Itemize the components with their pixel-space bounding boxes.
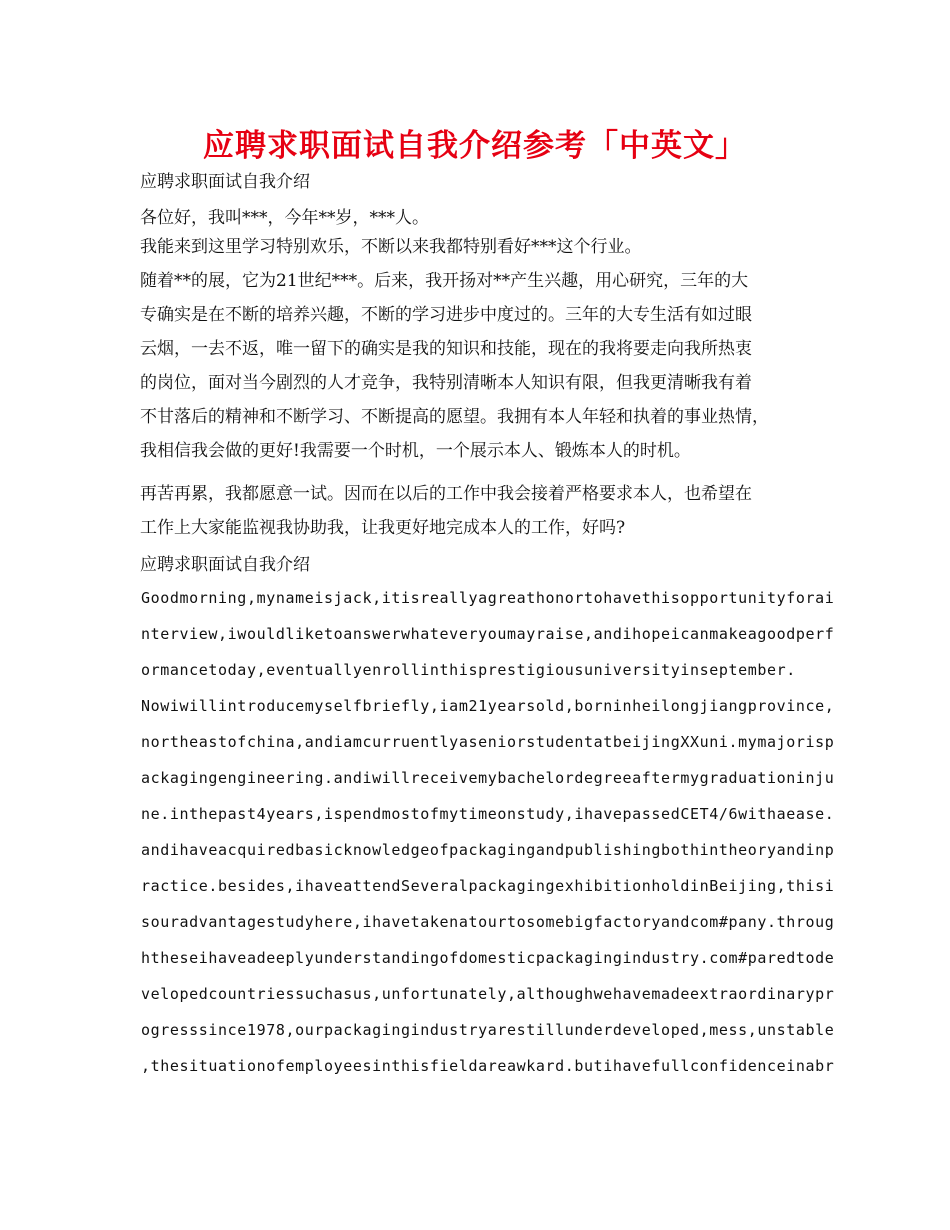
paragraph-line: 各位好，我叫***，今年**岁，***人。 <box>140 208 429 228</box>
section-heading-english: 应聘求职面试自我介绍 <box>140 555 310 575</box>
paragraph-line: ogresssince1978,ourpackagingindustryarestillunderdeveloped,mess,unstable <box>141 1021 835 1039</box>
paragraph-line: ractice.besides,ihaveattendSeveralpackagingexhibitionholdinBeijing,thisi <box>141 877 835 895</box>
paragraph-line: htheseihaveadeeplyunderstandingofdomesticpackagingindustry.com#paredtode <box>141 949 835 967</box>
paragraph-line: 的岗位，面对当今剧烈的人才竞争，我特别清晰本人知识有限，但我更清晰我有着 <box>140 373 752 393</box>
paragraph-line: andihaveacquiredbasicknowledgeofpackagingandpublishingbothintheoryandinp <box>141 841 835 859</box>
section-heading-chinese: 应聘求职面试自我介绍 <box>140 172 310 192</box>
paragraph-line: ,thesituationofemployeesinthisfieldareawkard.butihavefullconfidenceinabr <box>141 1057 835 1075</box>
paragraph-line: souradvantagestudyhere,ihavetakenatourtosomebigfactoryandcom#pany.throug <box>141 913 835 931</box>
paragraph-line: 云烟，一去不返，唯一留下的确实是我的知识和技能，现在的我将要走向我所热衷 <box>140 339 752 359</box>
paragraph-line: velopedcountriessuchasus,unfortunately,althoughwehavemadeextraordinarypr <box>141 985 835 1003</box>
paragraph-line: 我相信我会做的更好!我需要一个时机，一个展示本人、锻炼本人的时机。 <box>140 441 691 461</box>
paragraph-line: 工作上大家能监视我协助我，让我更好地完成本人的工作，好吗? <box>140 518 626 538</box>
paragraph-line: 我能来到这里学习特别欢乐，不断以来我都特别看好***这个行业。 <box>140 237 642 257</box>
paragraph-line: 随着**的展，它为21世纪***。后来，我开扬对**产生兴趣，用心研究，三年的大 <box>140 271 749 291</box>
paragraph-line: nterview,iwouldliketoanswerwhateveryoumayraise,andihopeicanmakeagoodperf <box>141 625 835 643</box>
paragraph-line: northeastofchina,andiamcurruentlyaseniorstudentatbeijingXXuni.mymajorisp <box>141 733 835 751</box>
paragraph-line: ne.inthepast4years,ispendmostofmytimeonstudy,ihavepassedCET4/6withaease. <box>141 805 835 823</box>
paragraph-line: ackagingengineering.andiwillreceivemybachelordegreeaftermygraduationinju <box>141 769 835 787</box>
paragraph-line: Nowiwillintroducemyselfbriefly,iam21yearsold,borninheilongjiangprovince, <box>141 697 835 715</box>
document-title: 应聘求职面试自我介绍参考「中英文」 <box>203 128 747 164</box>
paragraph-line: 专确实是在不断的培养兴趣，不断的学习进步中度过的。三年的大专生活有如过眼 <box>140 305 752 325</box>
paragraph-line: Goodmorning,mynameisjack,itisreallyagreathonortohavethisopportunityforai <box>141 589 835 607</box>
paragraph-line: 再苦再累，我都愿意一试。因而在以后的工作中我会接着严格要求本人，也希望在 <box>140 484 752 504</box>
paragraph-line: ormancetoday,eventuallyenrollinthisprestigiousuniversityinseptember. <box>141 661 796 679</box>
paragraph-line: 不甘落后的精神和不断学习、不断提高的愿望。我拥有本人年轻和执着的事业热情， <box>140 407 769 427</box>
